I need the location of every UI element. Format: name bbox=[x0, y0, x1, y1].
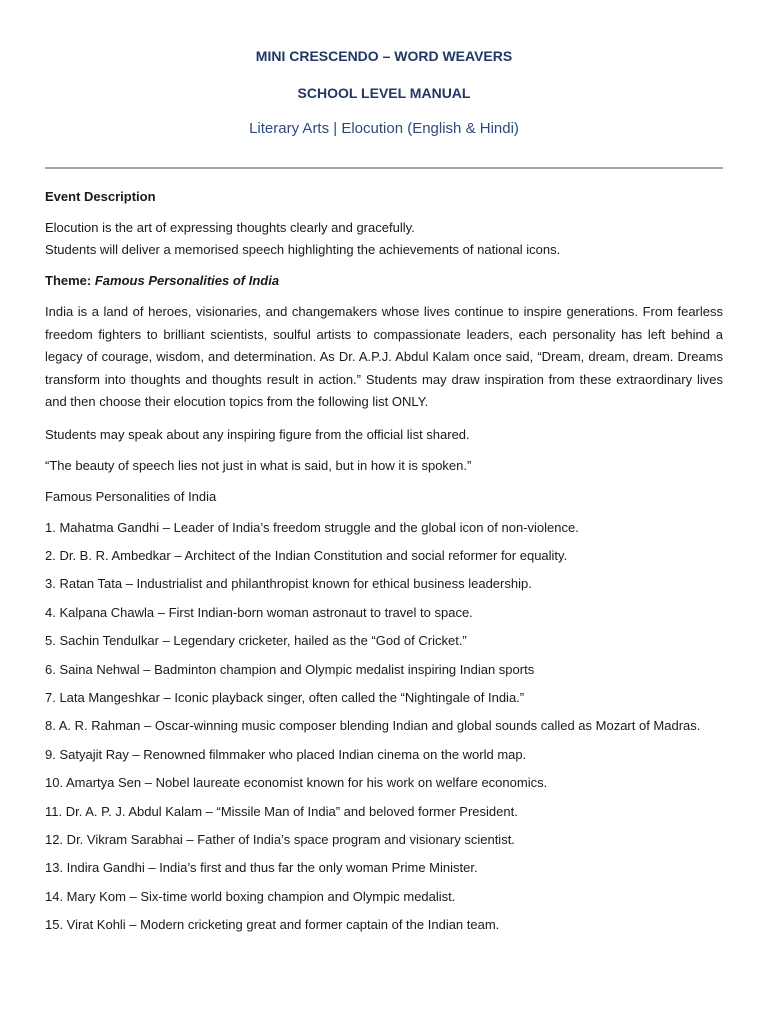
list-item: 3. Ratan Tata – Industrialist and philanthropist known for ethical business leadership. bbox=[45, 576, 532, 592]
list-item: 11. Dr. A. P. J. Abdul Kalam – “Missile Man of India” and beloved former President. bbox=[45, 803, 518, 819]
event-description-heading: Event Description bbox=[45, 189, 156, 204]
list-item: 7. Lata Mangeshkar – Iconic playback singer, often called the “Nightingale of India.” bbox=[45, 689, 525, 705]
list-item: 6. Saina Nehwal – Badminton champion and Olympic medalist inspiring Indian sports bbox=[45, 661, 535, 677]
list-item: 2. Dr. B. R. Ambedkar – Architect of the Indian Constitution and social reformer for equality. bbox=[45, 547, 568, 563]
intro-paragraph: India is a land of heroes, visionaries, and changemakers whose lives continue to inspire generations. From fearless freedom fighters to brilliant scientists, soulful artists to compassionate leaders, each personality has left behind a legacy of courage, wisdom, and determination. As Dr. A.P.J. Abdul Kalam once said, “Dream, dream, dream. Dreams transform into thoughts and thoughts result in action.” Students may draw inspiration from these extraordinary lives and then choose their elocution topics from the following list ONLY. bbox=[45, 304, 723, 409]
theme-line bbox=[45, 270, 723, 292]
document-body bbox=[45, 186, 723, 940]
list-item: 10. Amartya Sen – Nobel laureate economist known for his work on welfare economics. bbox=[45, 775, 548, 791]
note-paragraph: Students may speak about any inspiring figure from the official list shared. bbox=[45, 426, 470, 442]
list-item: 4. Kalpana Chawla – First Indian-born woman astronaut to travel to space. bbox=[45, 604, 473, 620]
personalities-list bbox=[45, 514, 723, 940]
event-description-line-2: Students will deliver a memorised speech highlighting the achievements of national icons. bbox=[45, 242, 561, 257]
list-item: 9. Satyajit Ray – Renowned filmmaker who placed Indian cinema on the world map. bbox=[45, 746, 527, 762]
quote-paragraph: “The beauty of speech lies not just in what is said, but in how it is spoken.” bbox=[45, 457, 472, 473]
horizontal-divider bbox=[45, 167, 723, 169]
list-item: 1. Mahatma Gandhi – Leader of India’s freedom struggle and the global icon of non-violence. bbox=[45, 519, 579, 535]
list-item: 12. Dr. Vikram Sarabhai – Father of India’s space program and visionary scientist. bbox=[45, 831, 515, 847]
list-item: 8. A. R. Rahman – Oscar-winning music composer blending Indian and global sounds called as Mozart of Madras. bbox=[45, 718, 701, 734]
theme-label: Theme: bbox=[45, 273, 92, 288]
document-title: MINI CRESCENDO – WORD WEAVERS bbox=[255, 48, 513, 64]
list-item: 14. Mary Kom – Six-time world boxing champion and Olympic medalist. bbox=[45, 888, 456, 904]
event-description-line-1: Elocution is the art of expressing thoughts clearly and gracefully. bbox=[45, 220, 415, 235]
theme-value: Famous Personalities of India bbox=[94, 273, 280, 288]
list-item: 13. Indira Gandhi – India’s first and thus far the only woman Prime Minister. bbox=[45, 860, 478, 876]
document-subtitle: SCHOOL LEVEL MANUAL bbox=[297, 85, 471, 101]
list-item: 15. Virat Kohli – Modern cricketing great and former captain of the Indian team. bbox=[45, 917, 500, 933]
list-heading: Famous Personalities of India bbox=[45, 488, 217, 504]
category-line: Literary Arts | Elocution (English & Hindi) bbox=[249, 120, 519, 137]
list-item: 5. Sachin Tendulkar – Legendary cricketer, hailed as the “God of Cricket.” bbox=[45, 633, 467, 649]
